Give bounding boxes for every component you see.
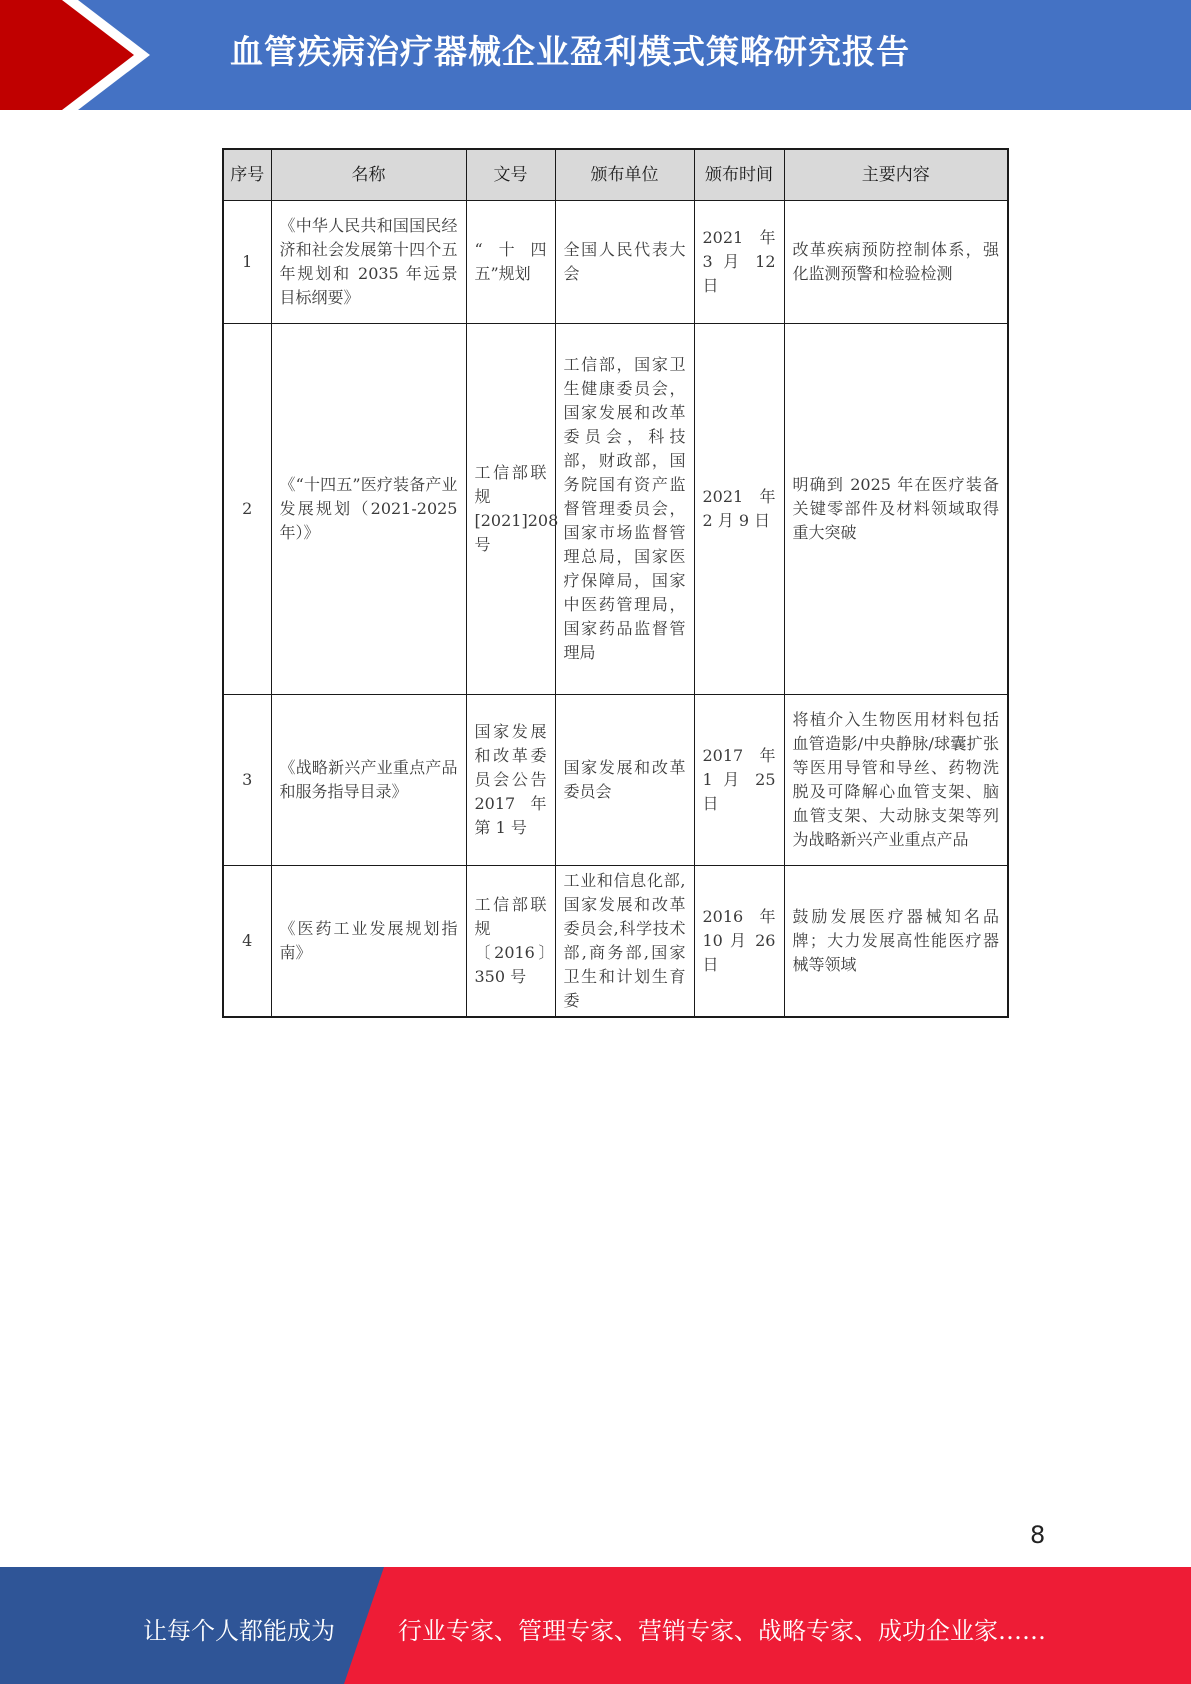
cell-name: 《医药工业发展规划指南》 (271, 866, 466, 1018)
cell-content: 将植介入生物医用材料包括血管造影/中央静脉/球囊扩张等医用导管和导丝、药物洗脱及可降解心血管支架、脑血管支架、大动脉支架等列为战略新兴产业重点产品 (784, 695, 1008, 866)
header-doc-number: 文号 (466, 149, 555, 201)
header-content: 主要内容 (784, 149, 1008, 201)
cell-issuer: 国家发展和改革委员会 (555, 695, 694, 866)
header-band (0, 0, 1191, 110)
cell-serial: 2 (223, 324, 271, 695)
table-header-row (223, 149, 1008, 201)
header-name: 名称 (271, 149, 466, 201)
cell-date: 2021 年 2 月 9 日 (694, 324, 784, 695)
footer-slogan-left: 让每个人都能成为 (143, 1617, 335, 1645)
cell-content: 明确到 2025 年在医疗装备关键零部件及材料领域取得重大突破 (784, 324, 1008, 695)
cell-serial: 3 (223, 695, 271, 866)
policy-table (222, 148, 1009, 1018)
cell-date: 2016 年 10 月 26 日 (694, 866, 784, 1018)
footer-slogan-right: 行业专家、管理专家、营销专家、战略专家、成功企业家…… (398, 1617, 1046, 1645)
cell-doc-number: 国家发展和改革委员会公告 2017 年第 1 号 (466, 695, 555, 866)
cell-content: 改革疾病预防控制体系，强化监测预警和检验检测 (784, 201, 1008, 324)
header-date: 颁布时间 (694, 149, 784, 201)
cell-name: 《战略新兴产业重点产品和服务指导目录》 (271, 695, 466, 866)
table-row (223, 866, 1008, 1018)
cell-serial: 1 (223, 201, 271, 324)
cell-issuer: 工业和信息化部,国家发展和改革委员会,科学技术部,商务部,国家卫生和计划生育委 (555, 866, 694, 1018)
header-issuer: 颁布单位 (555, 149, 694, 201)
cell-serial: 4 (223, 866, 271, 1018)
table-row (223, 324, 1008, 695)
table-row (223, 201, 1008, 324)
cell-name: 《中华人民共和国国民经济和社会发展第十四个五年规划和 2035 年远景目标纲要》 (271, 201, 466, 324)
table-row (223, 695, 1008, 866)
cell-doc-number: “十四五”规划 (466, 201, 555, 324)
report-title: 血管疾病治疗器械企业盈利模式策略研究报告 (230, 32, 910, 71)
cell-name: 《“十四五”医疗装备产业发展规划（2021-2025 年）》 (271, 324, 466, 695)
cell-issuer: 工信部，国家卫生健康委员会，国家发展和改革委员会，科技部，财政部，国务院国有资产监督管理委员会，国家市场监督管理总局，国家医疗保障局，国家中医药管理局，国家药品监督管理局 (555, 324, 694, 695)
cell-doc-number: 工信部联规〔2016〕350 号 (466, 866, 555, 1018)
cell-doc-number: 工信部联规[2021]208 号 (466, 324, 555, 695)
footer-band (0, 1567, 1191, 1684)
cell-issuer: 全国人民代表大会 (555, 201, 694, 324)
header-serial: 序号 (223, 149, 271, 201)
cell-content: 鼓励发展医疗器械知名品牌；大力发展高性能医疗器械等领域 (784, 866, 1008, 1018)
cell-date: 2017 年 1 月 25 日 (694, 695, 784, 866)
page-number: 8 (1030, 1521, 1046, 1549)
cell-date: 2021 年 3 月 12 日 (694, 201, 784, 324)
